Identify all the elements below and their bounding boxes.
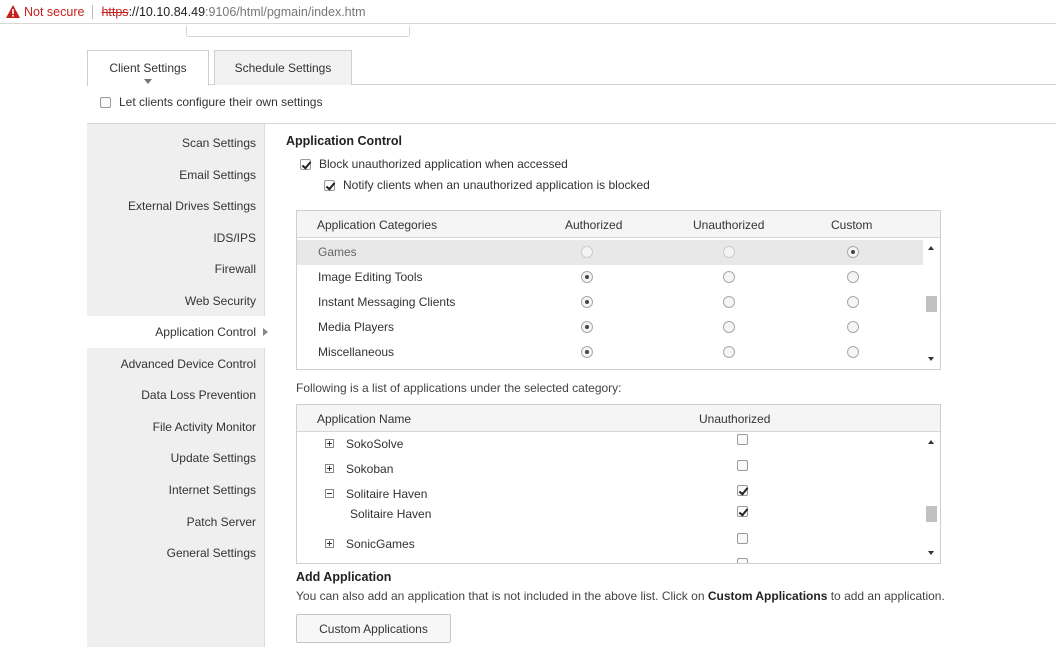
list-caption: Following is a list of applications under the selected category: xyxy=(296,381,622,395)
url-path: :9106/html/pgmain/index.htm xyxy=(205,4,366,19)
notify-clients-checkbox[interactable] xyxy=(324,180,335,191)
let-clients-checkbox[interactable] xyxy=(100,97,111,108)
collapse-icon[interactable] xyxy=(325,489,334,498)
applications-header xyxy=(297,405,940,432)
column-header: Unauthorized xyxy=(699,412,771,426)
settings-tabs xyxy=(87,50,1056,85)
custom-applications-button[interactable]: Custom Applications xyxy=(296,614,451,643)
category-name: Media Players xyxy=(318,320,395,334)
authorized-radio[interactable] xyxy=(581,346,593,358)
warning-icon xyxy=(6,5,20,18)
authorized-radio[interactable] xyxy=(581,321,593,333)
desc-emphasis: Custom Applications xyxy=(707,589,828,603)
category-name: Miscellaneous xyxy=(318,345,395,359)
unauthorized-checkbox[interactable] xyxy=(737,460,748,471)
address-divider xyxy=(92,5,93,19)
application-name: SonicGames xyxy=(346,537,415,551)
column-header: Custom xyxy=(831,218,873,232)
table-row[interactable] xyxy=(297,457,923,482)
column-header: Application Categories xyxy=(317,218,438,232)
expand-icon[interactable] xyxy=(325,539,334,548)
unauthorized-checkbox[interactable] xyxy=(737,506,748,517)
category-name: Image Editing Tools xyxy=(318,270,423,284)
settings-sidebar xyxy=(87,124,265,647)
expand-icon[interactable] xyxy=(325,439,334,448)
sidebar-item-web-security[interactable]: Web Security xyxy=(184,294,256,308)
scroll-down-icon[interactable] xyxy=(928,551,934,555)
column-header: Unauthorized xyxy=(693,218,765,232)
sidebar-item-email-settings[interactable]: Email Settings xyxy=(179,168,256,182)
section-title: Application Control xyxy=(286,134,402,148)
application-name: SokoSolve xyxy=(346,437,404,451)
sidebar-item-firewall[interactable]: Firewall xyxy=(214,262,256,276)
column-header: Application Name xyxy=(317,412,412,426)
sidebar-item-internet-settings[interactable]: Internet Settings xyxy=(168,483,256,497)
custom-radio[interactable] xyxy=(847,346,859,358)
application-name: Solitaire Haven xyxy=(346,487,428,501)
let-clients-label: Let clients configure their own settings xyxy=(119,95,323,109)
unauthorized-radio[interactable] xyxy=(723,321,735,333)
block-unauthorized-label: Block unauthorized application when accessed xyxy=(319,157,568,171)
tab-schedule-settings[interactable] xyxy=(214,50,352,85)
sidebar-item-file-activity-monitor[interactable]: File Activity Monitor xyxy=(152,420,256,434)
sidebar-item-external-drives[interactable]: External Drives Settings xyxy=(127,199,256,213)
sidebar-item-scan-settings[interactable]: Scan Settings xyxy=(181,136,256,150)
sidebar-item-patch-server[interactable]: Patch Server xyxy=(186,515,256,529)
table-row[interactable] xyxy=(297,432,923,457)
authorized-radio[interactable] xyxy=(581,246,593,258)
sidebar-item-update-settings[interactable]: Update Settings xyxy=(170,451,256,465)
table-row[interactable] xyxy=(297,290,923,315)
application-name: Sokoban xyxy=(346,462,394,476)
notify-clients-option[interactable] xyxy=(324,178,650,192)
security-status[interactable]: Not secure xyxy=(24,4,85,19)
category-name: Instant Messaging Clients xyxy=(318,295,456,309)
desc-suffix: to add an application. xyxy=(827,589,945,603)
expand-icon[interactable] xyxy=(325,464,334,473)
table-row[interactable] xyxy=(297,532,923,557)
unauthorized-checkbox[interactable] xyxy=(737,533,748,544)
custom-radio[interactable] xyxy=(847,321,859,333)
sidebar-item-general-settings[interactable]: General Settings xyxy=(166,546,256,560)
table-row[interactable] xyxy=(297,502,923,527)
url-protocol: https xyxy=(101,4,129,19)
add-application-description xyxy=(296,589,945,603)
categories-body xyxy=(297,238,940,369)
scroll-down-icon[interactable] xyxy=(928,357,934,361)
sidebar-item-ids-ips[interactable]: IDS/IPS xyxy=(213,231,256,245)
column-header: Authorized xyxy=(565,218,623,232)
applications-body xyxy=(297,432,940,563)
unauthorized-checkbox[interactable] xyxy=(737,434,748,445)
unauthorized-checkbox[interactable] xyxy=(737,558,748,564)
table-row[interactable] xyxy=(297,240,923,265)
table-row[interactable] xyxy=(297,265,923,290)
applications-table xyxy=(296,404,941,564)
unauthorized-radio[interactable] xyxy=(723,246,735,258)
scroll-up-icon[interactable] xyxy=(928,246,934,250)
custom-radio[interactable] xyxy=(847,271,859,283)
application-name: Solitaire Haven xyxy=(350,507,432,521)
categories-header xyxy=(297,211,940,238)
sidebar-item-label: Application Control xyxy=(155,325,256,339)
add-application-title: Add Application xyxy=(296,570,392,584)
url-host: ://10.10.84.49 xyxy=(128,4,206,19)
top-partial-field xyxy=(186,26,410,37)
block-unauthorized-checkbox[interactable] xyxy=(300,159,311,170)
scroll-up-icon[interactable] xyxy=(928,440,934,444)
sidebar-item-application-control[interactable] xyxy=(87,316,276,348)
chevron-right-icon xyxy=(263,328,268,336)
categories-scrollbar[interactable] xyxy=(923,238,940,369)
address-bar[interactable] xyxy=(0,0,1056,24)
desc-prefix: You can also add an application that is not included in the above list. Click on xyxy=(296,589,708,603)
sidebar-item-data-loss-prevention[interactable]: Data Loss Prevention xyxy=(141,388,256,402)
custom-radio[interactable] xyxy=(847,296,859,308)
unauthorized-radio[interactable] xyxy=(723,296,735,308)
tab-label: Client Settings xyxy=(109,61,187,75)
table-row-partial xyxy=(297,556,923,564)
sidebar-item-advanced-device-control[interactable]: Advanced Device Control xyxy=(120,357,256,371)
unauthorized-radio[interactable] xyxy=(723,346,735,358)
category-name: Games xyxy=(318,245,357,259)
applications-scrollbar[interactable] xyxy=(923,432,940,563)
unauthorized-checkbox[interactable] xyxy=(737,485,748,496)
block-unauthorized-option[interactable] xyxy=(300,157,568,171)
table-row[interactable] xyxy=(297,340,923,365)
notify-clients-label: Notify clients when an unauthorized application is blocked xyxy=(343,178,650,192)
tab-client-settings[interactable] xyxy=(87,50,209,86)
authorized-radio[interactable] xyxy=(581,296,593,308)
scroll-thumb[interactable] xyxy=(926,506,937,522)
categories-table xyxy=(296,210,941,370)
table-row[interactable] xyxy=(297,315,923,340)
tab-label: Schedule Settings xyxy=(234,61,332,75)
scroll-thumb[interactable] xyxy=(926,296,937,312)
authorized-radio[interactable] xyxy=(581,271,593,283)
unauthorized-radio[interactable] xyxy=(723,271,735,283)
let-clients-option[interactable] xyxy=(100,95,322,109)
tab-caret-icon xyxy=(144,79,152,84)
custom-radio[interactable] xyxy=(847,246,859,258)
